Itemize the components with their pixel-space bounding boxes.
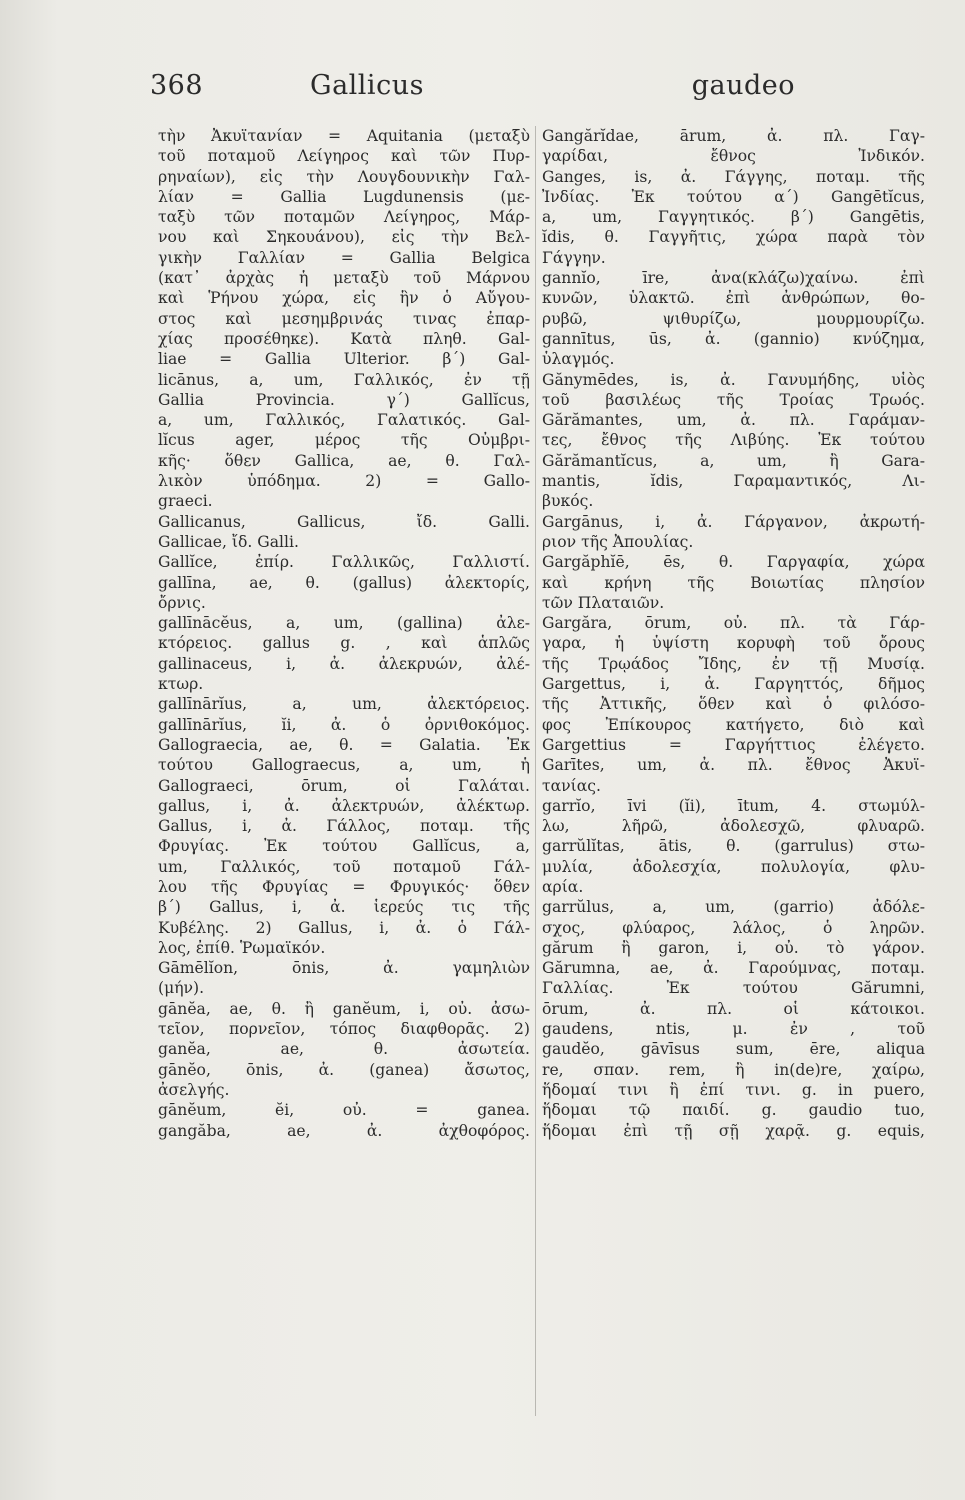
- entry-line: gaudens, ntis, μ. ἐν , τοῦ: [542, 1020, 925, 1039]
- entry-line: τεῖον, πορνεῖον, τόπος διαφθορᾶς. 2): [158, 1020, 530, 1039]
- entry-line: σχος, φλύαρος, λάλος, ὁ ληρῶν.: [542, 918, 925, 937]
- entry-line: τῆς Τρῳάδος Ἴδης, ἐν τῇ Μυσίᾳ.: [542, 654, 925, 673]
- entry-line: gānĕum, ĕi, οὐ. = ganea.: [158, 1101, 530, 1120]
- running-header: [150, 70, 795, 110]
- column-divider: [535, 126, 536, 1416]
- entry-line: garrŭlus, a, um, (garrio) ἀδόλε-: [542, 898, 925, 917]
- entry-line: νου καὶ Σηκουάνου), εἰς τὴν Βελ-: [158, 228, 530, 247]
- entry-line: χίας προσέθηκε). Κατὰ πληθ. Gal-: [158, 329, 530, 348]
- entry-line: αρία.: [542, 877, 584, 896]
- page-number: 368: [150, 70, 204, 101]
- entry-line: ὑλαγμός.: [542, 350, 615, 369]
- entry-line: Garītes, um, ἀ. πλ. ἔθνος Ἀκυϊ-: [542, 756, 925, 775]
- left-headword: Gallicus: [310, 70, 424, 101]
- entry-line: καὶ κρήνη τῆς Βοιωτίας πλησίον: [542, 573, 925, 592]
- entry-line: Gallograeci, ōrum, οἱ Γαλάται.: [158, 776, 530, 795]
- entry-line: gannītus, ūs, ἀ. (gannio) κνύζημα,: [542, 329, 925, 348]
- entry-line: τούτου Gallograecus, a, um, ἡ: [158, 756, 530, 775]
- entry-line: ἥδομαι ἐπὶ τῇ σῇ χαρᾷ. g. equis,: [542, 1121, 925, 1140]
- entry-line: garrĭo, īvi (ĭi), ītum, 4. στωμύλ-: [542, 796, 925, 815]
- entry-line: ρηναίων), εἰς τὴν Λουγδουνικὴν Γαλ-: [158, 167, 530, 186]
- entry-line: κτόρειος. gallus g. , καὶ ἁπλῶς: [158, 634, 530, 653]
- entry-line: τοῦ ποταμοῦ Λείγηρος καὶ τῶν Πυρ-: [158, 147, 530, 166]
- entry-line: gallīnācĕus, a, um, (gallina) ἀλε-: [158, 614, 530, 633]
- entry-line: τανίας.: [542, 776, 601, 795]
- entry-line: γαρα, ἡ ὑψίστη κορυφὴ τοῦ ὄρους: [542, 634, 925, 653]
- entry-line: liae = Gallia Ulterior. β΄) Gal-: [158, 350, 530, 369]
- entry-line: um, Γαλλικός, τοῦ ποταμοῦ Γάλ-: [158, 857, 530, 876]
- entry-line: ἥδομαί τινι ἢ ἐπί τινι. g. in puero,: [542, 1080, 925, 1099]
- entry-line: garrŭlĭtas, ātis, θ. (garrulus) στω-: [542, 837, 925, 856]
- entry-line: Φρυγίας. Ἐκ τούτου Gallĭcus, a,: [158, 837, 530, 856]
- entry-line: Gargānus, i, ἀ. Γάργανον, ἀκρωτή-: [542, 512, 925, 531]
- entry-line: gannĭo, īre, ἀνα(κλάζω)χαίνω. ἐπὶ: [542, 269, 925, 288]
- entry-line: Gărămantes, um, ἀ. πλ. Γαράμαν-: [542, 411, 925, 430]
- entry-line: gallinaceus, i, ἀ. ἀλεκρυών, ἀλέ-: [158, 654, 530, 673]
- entry-line: Gallus, i, ἀ. Γάλλος, ποταμ. τῆς: [158, 817, 530, 836]
- entry-line: gallīnārĭus, ĭi, ἀ. ὁ ὀρνιθοκόμος.: [158, 715, 530, 734]
- entry-line: λικὸν ὑπόδημα. 2) = Gallo-: [158, 472, 530, 491]
- entry-line: γικὴν Γαλλίαν = Gallia Belgica: [158, 248, 530, 267]
- entry-line: λίαν = Gallia Lugdunensis (με-: [158, 187, 530, 206]
- entry-line: gallīna, ae, θ. (gallus) ἀλεκτορίς,: [158, 573, 530, 592]
- entry-line: τῶν Πλαταιῶν.: [542, 593, 665, 612]
- entry-line: τες, ἔθνος τῆς Λιβύης. Ἐκ τούτου: [542, 431, 925, 450]
- entry-line: Gallograecia, ae, θ. = Galatia. Ἐκ: [158, 735, 530, 754]
- entry-line: Gargăphĭē, ēs, θ. Γαργαφία, χώρα: [542, 553, 925, 572]
- entry-line: γαρίδαι, ἔθνος Ἰνδικόν.: [542, 147, 925, 166]
- entry-line: ριον τῆς Ἀπουλίας.: [542, 532, 694, 551]
- entry-line: Ἰνδίας. Ἐκ τούτου α΄) Gangētĭcus,: [542, 187, 925, 206]
- entry-line: Gărămantĭcus, a, um, ἢ Gara-: [542, 451, 925, 470]
- entry-line: re, σπαν. rem, ἢ in(de)re, χαίρω,: [542, 1060, 925, 1079]
- entry-line: (μήν).: [158, 979, 205, 998]
- entry-line: λω, λῆρῶ, ἀδολεσχῶ, φλυαρῶ.: [542, 817, 925, 836]
- entry-line: ρυβῶ, ψιθυρίζω, μουρμουρίζω.: [542, 309, 925, 328]
- entry-line: ganĕa, ae, θ. ἀσωτεία.: [158, 1040, 530, 1059]
- entry-line: a, um, Γαγγητικός. β΄) Gangētis,: [542, 208, 925, 227]
- entry-line: gallus, i, ἀ. ἀλεκτρυών, ἀλέκτωρ.: [158, 796, 530, 815]
- entry-line: Gărumna, ae, ἀ. Γαρούμνας, ποταμ.: [542, 959, 925, 978]
- entry-line: Κυβέλης. 2) Gallus, i, ἀ. ὁ Γάλ-: [158, 918, 530, 937]
- entry-line: Gănymēdes, is, ἀ. Γανυμήδης, υἱὸς: [542, 370, 925, 389]
- entry-line: a, um, Γαλλικός, Γαλατικός. Gal-: [158, 411, 530, 430]
- entry-line: μυλία, ἀδολεσχία, πολυλογία, φλυ-: [542, 857, 925, 876]
- entry-line: (κατ᾽ ἀρχὰς ἡ μεταξὺ τοῦ Μάρνου: [158, 269, 530, 288]
- entry-line: κτωρ.: [158, 675, 204, 694]
- entry-line: gangăba, ae, ἀ. ἀχθοφόρος.: [158, 1121, 530, 1140]
- entry-line: Ganges, is, ἀ. Γάγγης, ποταμ. τῆς: [542, 167, 925, 186]
- entry-line: Gangărĭdae, ārum, ἀ. πλ. Γαγ-: [542, 127, 925, 145]
- entry-line: graeci.: [158, 492, 213, 511]
- entry-line: mantis, ĭdis, Γαραμαντικός, Λι-: [542, 472, 925, 491]
- entry-line: gallīnārĭus, a, um, ἀλεκτόρειος.: [158, 695, 530, 714]
- entry-line: Gallicanus, Gallicus, ἴδ. Galli.: [158, 512, 530, 531]
- entry-line: gānĕo, ōnis, ἀ. (ganea) ἄσωτος,: [158, 1060, 530, 1079]
- entry-line: κῆς· ὅθεν Gallica, ae, θ. Γαλ-: [158, 451, 530, 470]
- entry-line: φος Ἐπίκουρος κατήγετο, διὸ καὶ: [542, 715, 925, 734]
- entry-line: gaudĕo, gāvīsus sum, ēre, aliqua: [542, 1040, 925, 1059]
- entry-line: licānus, a, um, Γαλλικός, ἐν τῇ: [158, 370, 530, 389]
- entry-line: τὴν Ἀκυϊτανίαν = Aquitania (μεταξὺ: [158, 127, 530, 145]
- entry-line: gărum ἢ garon, i, οὐ. τὸ γάρον.: [542, 938, 925, 957]
- right-headword: gaudeo: [691, 70, 795, 101]
- entry-line: ἥδομαι τῷ παιδί. g. gaudio tuo,: [542, 1101, 925, 1120]
- entry-line: Gargettius = Γαργήττιος ἐλέγετο.: [542, 735, 925, 754]
- entry-line: Γαλλίας. Ἐκ τούτου Gărumni,: [542, 979, 925, 998]
- entry-line: κυνῶν, ὑλακτῶ. ἐπὶ ἀνθρώπων, θο-: [542, 289, 925, 308]
- entry-line: ὄρνις.: [158, 593, 206, 612]
- entry-line: gānĕa, ae, θ. ἢ ganĕum, i, οὐ. ἀσω-: [158, 999, 530, 1018]
- entry-line: β΄) Gallus, i, ἀ. ἱερεύς τις τῆς: [158, 898, 530, 917]
- entry-line: Gallĭce, ἐπίρ. Γαλλικῶς, Γαλλιστί.: [158, 553, 530, 572]
- entry-line: lĭcus ager, μέρος τῆς Οὐμβρι-: [158, 431, 530, 450]
- entry-line: ōrum, ἀ. πλ. οἱ κάτοικοι.: [542, 999, 925, 1018]
- entry-line: καὶ Ῥήνου χώρα, εἰς ἣν ὁ Αὔγου-: [158, 289, 530, 308]
- entry-line: στος καὶ μεσημβρινάς τινας ἐπαρ-: [158, 309, 530, 328]
- entry-line: λος, ἐπίθ. Ῥωμαϊκόν.: [158, 938, 326, 957]
- entry-line: Gargettus, i, ἀ. Γαργηττός, δῆμος: [542, 675, 925, 694]
- entry-line: βυκός.: [542, 492, 594, 511]
- entry-line: ἀσελγής.: [158, 1080, 230, 1099]
- entry-line: ταξὺ τῶν ποταμῶν Λείγηρος, Μάρ-: [158, 208, 530, 227]
- entry-line: τῆς Ἀττικῆς, ὅθεν καὶ ὁ φιλόσο-: [542, 695, 925, 714]
- entry-line: Gāmēlĭon, ōnis, ἀ. γαμηλιὼν: [158, 959, 530, 978]
- entry-line: ĭdis, θ. Γαγγῆτις, χώρα παρὰ τὸν: [542, 228, 925, 247]
- left-column: [158, 126, 530, 1141]
- entry-line: Γάγγην.: [542, 248, 606, 267]
- right-column: [542, 126, 925, 1141]
- entry-line: Gargăra, ōrum, οὐ. πλ. τὰ Γάρ-: [542, 614, 925, 633]
- entry-line: λου τῆς Φρυγίας = Φρυγικός· ὅθεν: [158, 877, 530, 896]
- entry-line: Gallicae, ἴδ. Galli.: [158, 532, 299, 551]
- entry-line: τοῦ βασιλέως τῆς Τροίας Τρωός.: [542, 390, 925, 409]
- entry-line: Gallia Provincia. γ΄) Gallĭcus,: [158, 390, 530, 409]
